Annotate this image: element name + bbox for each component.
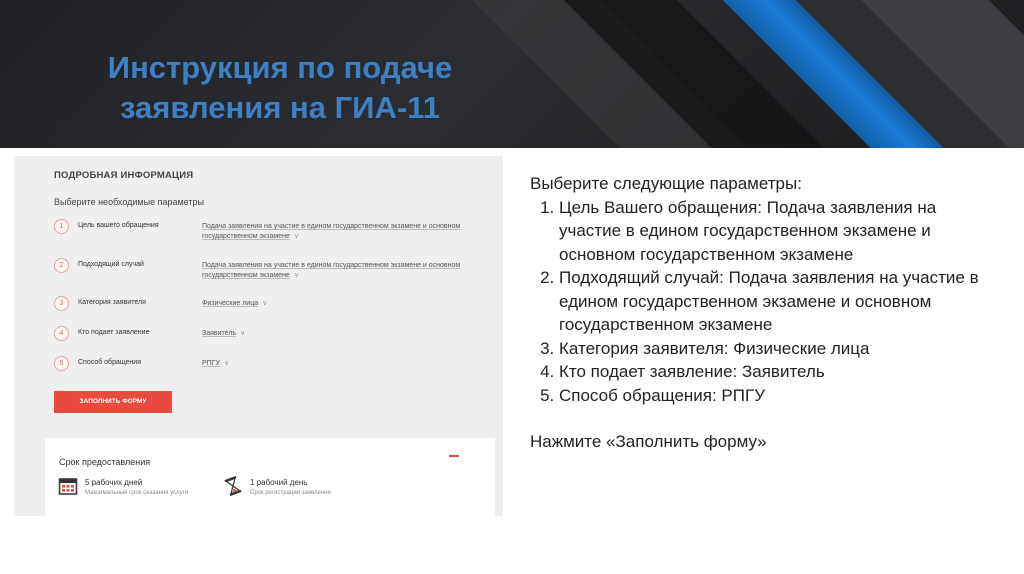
step-value-line2: государственном экзамене [202, 233, 290, 240]
step-goal [54, 219, 494, 249]
step-label: Способ обращения [78, 359, 141, 366]
step-number: 5 [54, 356, 69, 371]
form-screenshot [14, 156, 503, 516]
step-value-select[interactable] [202, 359, 467, 369]
step-applicant [54, 326, 494, 356]
step-number: 1 [54, 219, 69, 234]
instructions-text [530, 172, 1000, 454]
step-value-line1: Заявитель [202, 330, 237, 337]
instruction-item: 3. Категория заявителя: Физические лица [559, 337, 1000, 361]
chevron-down-icon: ∨ [293, 272, 299, 279]
step-category [54, 296, 494, 326]
instructions-intro: Выберите следующие параметры: [530, 174, 802, 193]
slide-title-line1: Инструкция по подаче [107, 50, 453, 85]
step-number: 3 [54, 296, 69, 311]
step-label: Цель вашего обращения [78, 222, 159, 229]
calendar-icon [58, 476, 78, 496]
chevron-down-icon: ∨ [223, 360, 230, 367]
instructions-list [530, 196, 1000, 408]
step-value-select[interactable] [202, 329, 467, 339]
collapse-icon[interactable] [449, 455, 459, 457]
term-main: 5 рабочих дней [85, 478, 143, 487]
step-value-select[interactable] [202, 222, 467, 242]
step-value-select[interactable] [202, 261, 467, 281]
chevron-down-icon: ∨ [240, 330, 246, 337]
step-label: Кто подает заявление [78, 329, 150, 336]
chevron-down-icon: ∨ [262, 300, 268, 307]
step-value-line1: Подача заявления на участие в едином государственном экзамене и основном [202, 223, 461, 230]
form-heading: ПОДРОБНАЯ ИНФОРМАЦИЯ [54, 170, 194, 181]
instruction-item: 5. Способ обращения: РПГУ [559, 384, 1000, 408]
step-label: Категория заявителя [78, 299, 146, 306]
step-value-line1: РПГУ [202, 360, 220, 367]
fill-form-button[interactable]: ЗАПОЛНИТЬ ФОРМУ [54, 391, 172, 413]
step-number: 4 [54, 326, 69, 341]
term-sub: Срок регистрации заявления [250, 490, 331, 496]
slide-title [60, 48, 500, 128]
instruction-item: 4. Кто подает заявление: Заявитель [559, 360, 1000, 384]
instruction-item: 2. Подходящий случай: Подача заявления на участие в едином государственном экзамене и основном государственном экзамене [559, 266, 1000, 337]
term-card [45, 438, 495, 516]
hourglass-icon [223, 476, 243, 496]
step-value-line1: Подача заявления на участие в едином государственном экзамене и основном [202, 262, 461, 269]
step-number: 2 [54, 258, 69, 273]
step-label: Подходящий случай [78, 261, 144, 268]
step-value-line2: государственном экзамене [202, 272, 290, 279]
term-main: 1 рабочий день [250, 478, 308, 487]
term-card-title: Срок предоставления [59, 457, 151, 467]
instructions-press: Нажмите «Заполнить форму» [530, 432, 767, 451]
slide-title-line2: заявления на ГИА-11 [120, 90, 440, 125]
step-method [54, 356, 494, 386]
header-banner [0, 0, 1024, 148]
step-value-select[interactable] [202, 299, 467, 309]
instruction-item: 1. Цель Вашего обращения: Подача заявления на участие в едином государственном экзамене и основном государственном экзамене [559, 196, 1000, 267]
term-sub: Максимальный срок оказания услуги [85, 490, 189, 496]
chevron-down-icon: ∨ [293, 233, 299, 240]
step-value-line1: Физические лица [202, 300, 259, 307]
step-case [54, 258, 494, 288]
form-subheading: Выберите необходимые параметры [54, 197, 204, 207]
